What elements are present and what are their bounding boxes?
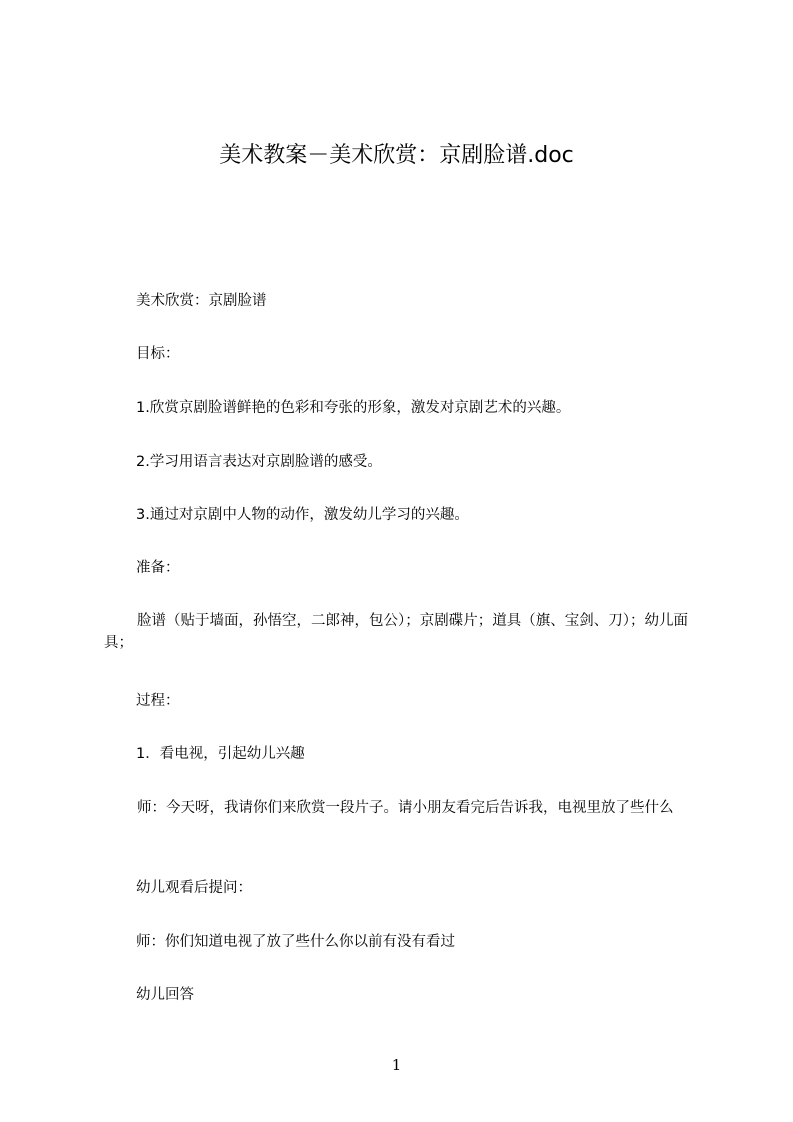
teacher-paragraph-1: 师：今天呀，我请你们来欣赏一段片子。请小朋友看完后告诉我，电视里放了些什么 (137, 800, 674, 816)
preparation-heading: 准备： (136, 560, 180, 576)
goals-heading: 目标： (136, 346, 180, 362)
child-answer-paragraph: 幼儿回答 (136, 987, 194, 1003)
teacher-paragraph-2: 师：你们知道电视了放了些什么你以前有没有看过 (136, 934, 455, 950)
process-heading: 过程： (136, 693, 180, 709)
document-title: 美术教案－美术欣赏：京剧脸谱.doc (219, 143, 574, 168)
process-step-1: 1．看电视，引起幼儿兴趣 (136, 746, 305, 762)
subtitle-paragraph: 美术欣赏：京剧脸谱 (136, 293, 267, 309)
page-number: 1 (391, 1056, 402, 1074)
preparation-paragraph: 脸谱（贴于墙面，孙悟空，二郎神，包公）；京剧碟片；道具（旗、宝剑、刀）；幼儿面具； (104, 613, 688, 651)
child-question-paragraph: 幼儿观看后提问： (136, 880, 252, 896)
goal-item-2: 2.学习用语言表达对京剧脸谱的感受。 (136, 454, 382, 470)
goal-item-1: 1.欣赏京剧脸谱鲜艳的色彩和夸张的形象，激发对京剧艺术的兴趣。 (136, 400, 571, 416)
goal-item-3: 3.通过对京剧中人物的动作，激发幼儿学习的兴趣。 (136, 507, 469, 523)
